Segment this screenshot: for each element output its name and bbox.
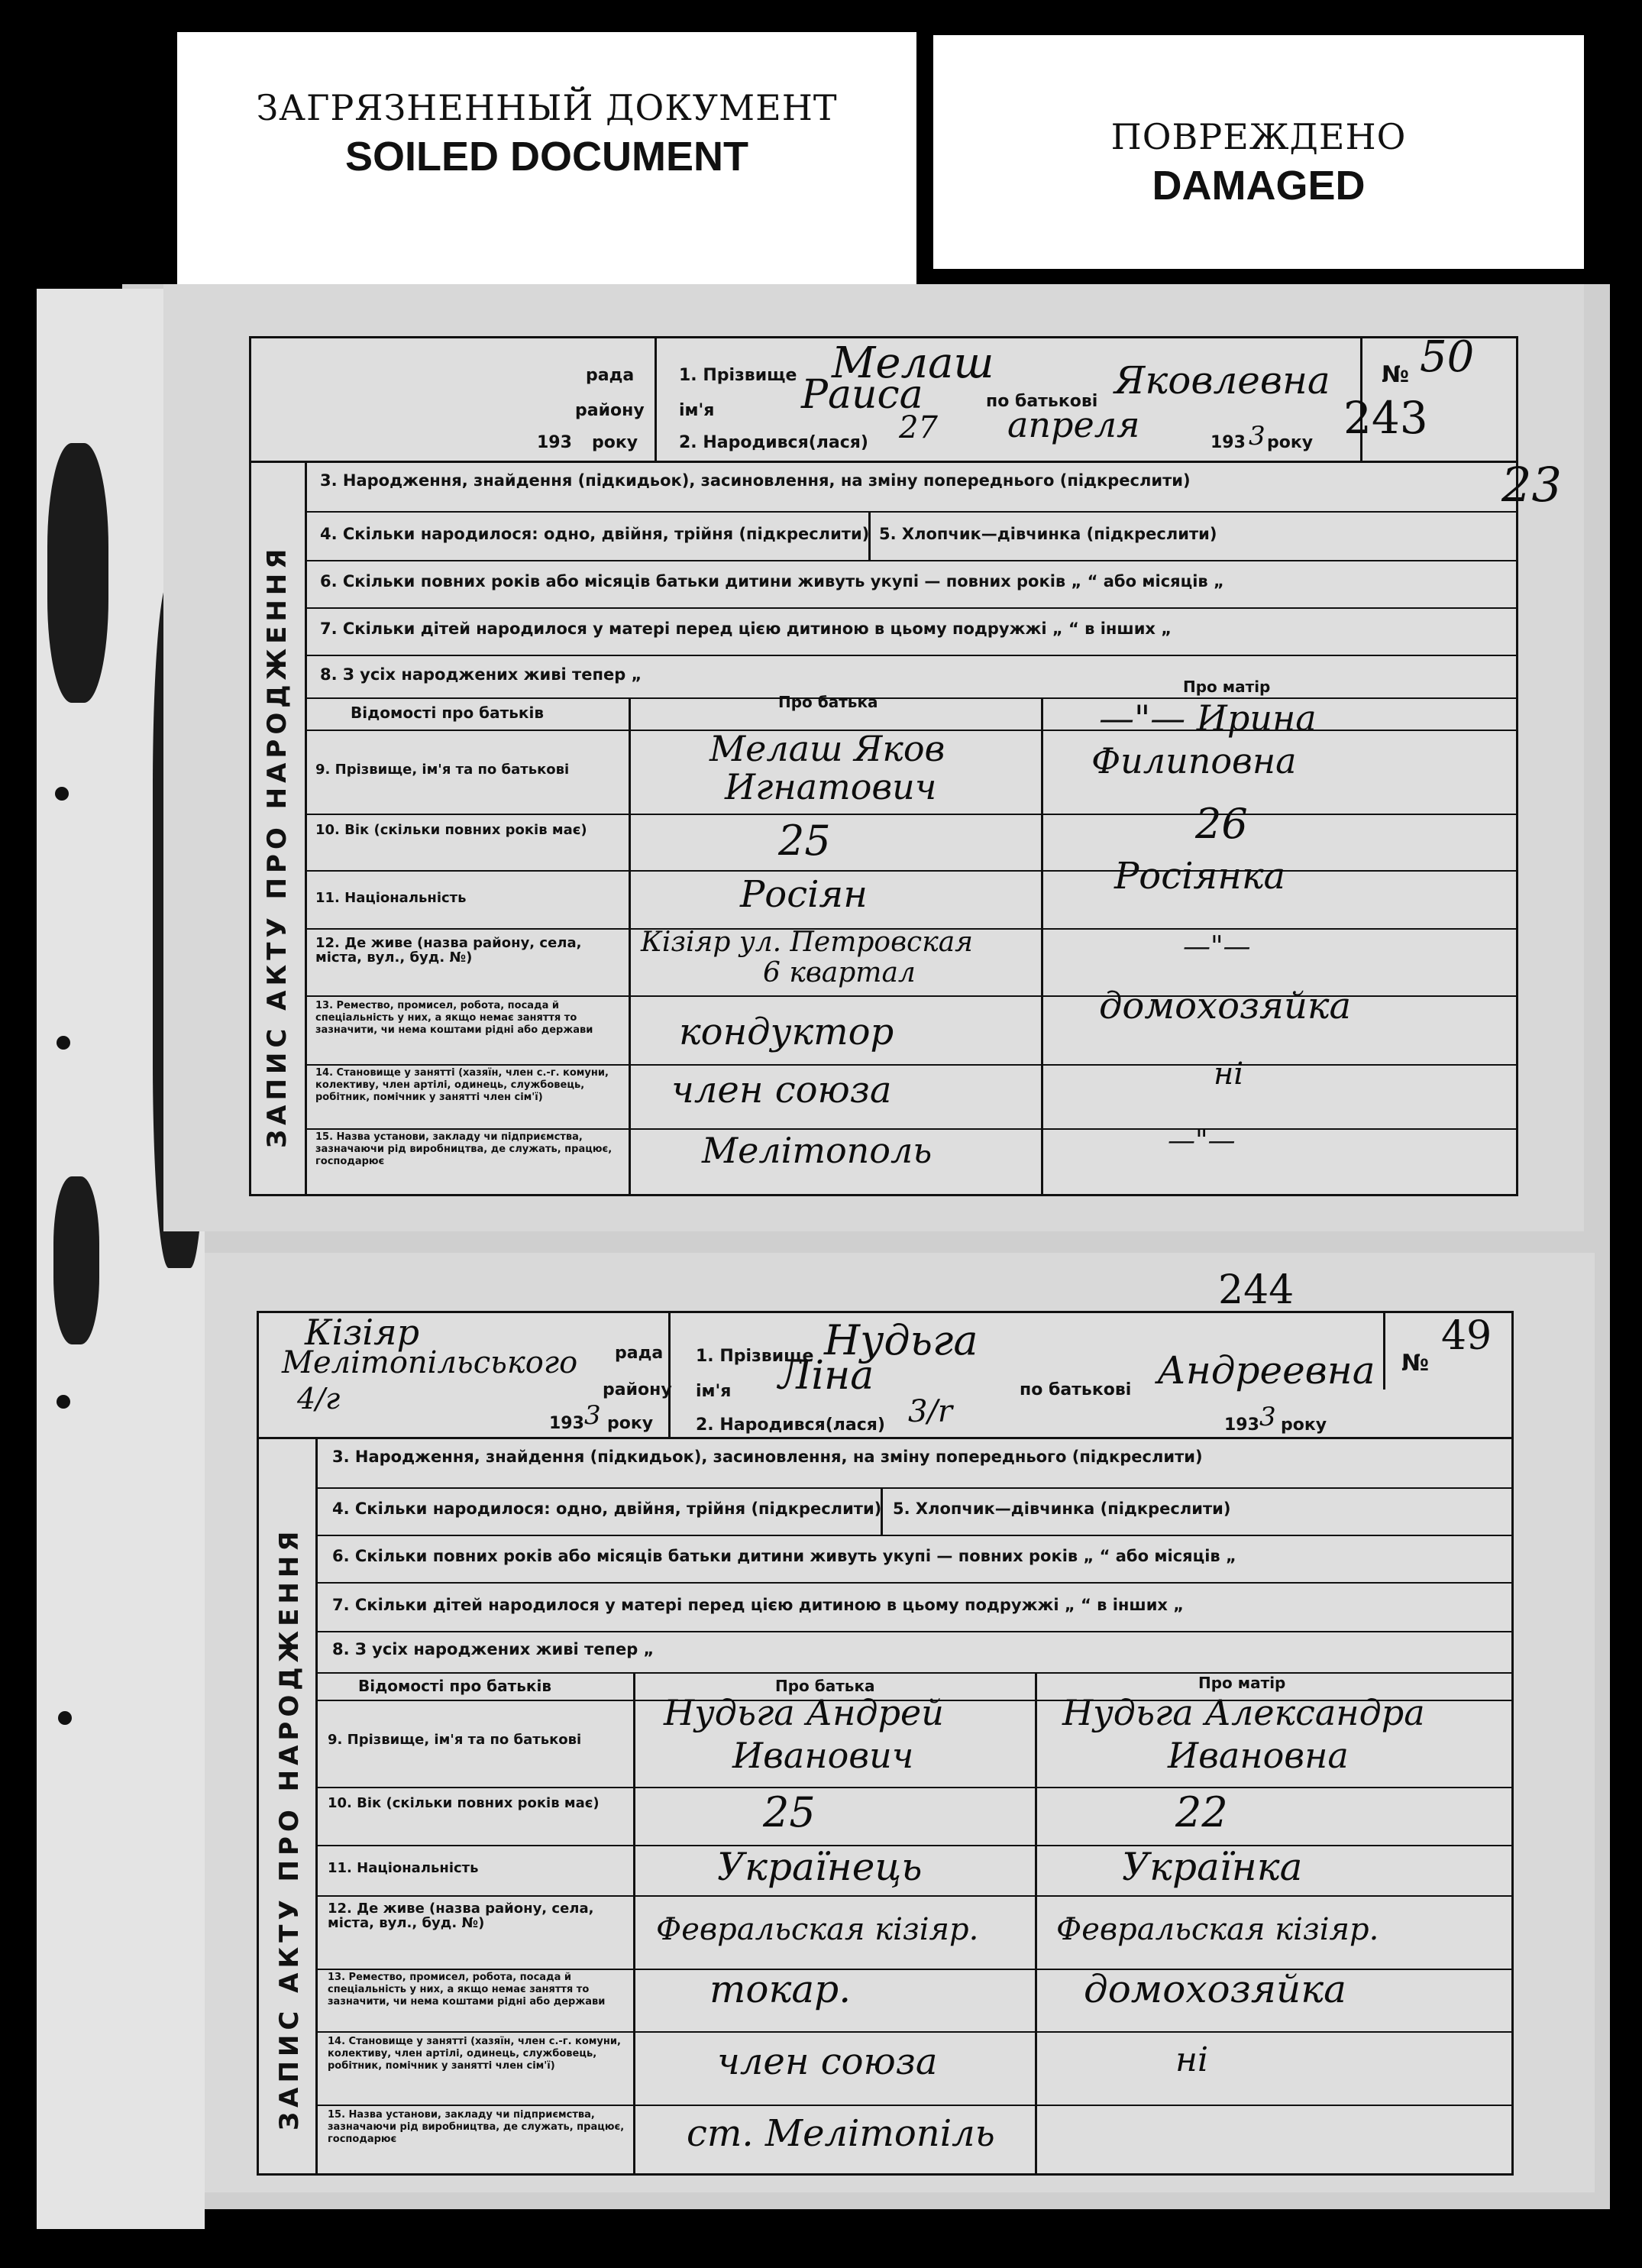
table-head-mother: Про матір: [1198, 1674, 1286, 1692]
mother-status: ні: [1214, 1056, 1244, 1092]
date-day-value: 4/г: [297, 1382, 341, 1415]
row-6: 6. Скільки повних років або місяців батьки дитини живуть укупі — повних років „ “ або місяців „: [332, 1547, 1236, 1565]
rada-label: рада: [586, 366, 635, 385]
vertical-title: ЗАПИС АКТУ ПРО НАРОДЖЕННЯ: [262, 544, 293, 1148]
row-9-label: 9. Прізвище, ім'я та по батькові: [315, 762, 570, 778]
row-6: 6. Скільки повних років або місяців батьки дитини живуть укупі — повних років „ “ або місяців „: [320, 572, 1224, 590]
name-label: ім'я: [679, 401, 715, 420]
patronymic-value: Яковлевна: [1114, 358, 1330, 403]
surname-value: Мелаш: [832, 338, 994, 388]
record-number-label: №: [1401, 1350, 1430, 1377]
row-14-label: 14. Становище у занятті (хазяїн, член с.-г. комуни, колективу, член артілі, одинець, службовець, робітник, помічник у занятті член сім'ї): [315, 1067, 609, 1103]
date-year-value: 3: [584, 1400, 601, 1431]
row-7: 7. Скільки дітей народилося у матері перед цією дитиною в цьому подружжі „ “ в інших „: [320, 620, 1172, 638]
father-name-line-1: Нудьга Андрей: [664, 1692, 944, 1733]
record-number-value: 50: [1420, 332, 1475, 382]
punch-hole: [57, 1395, 70, 1409]
village-value: Кізіяр: [305, 1312, 420, 1353]
mother-name-line-2: Ивановна: [1168, 1735, 1349, 1776]
row-11-label: 11. Національність: [328, 1860, 479, 1876]
row-8: 8. З усіх народжених живі тепер „: [320, 665, 642, 684]
row-14-label: 14. Становище у занятті (хазяїн, член с.-г. комуни, колективу, член артілі, одинець, службовець, робітник, помічник у занятті член сім'ї): [328, 2036, 621, 2072]
row-4: 4. Скільки народилося: одно, двійня, трійня (підкреслити): [320, 525, 870, 543]
rada-label: рада: [615, 1344, 664, 1363]
rayonu-label: району: [575, 401, 645, 420]
stain: [53, 1176, 99, 1344]
table-head-info: Відомості про батьків: [358, 1677, 551, 1695]
row-12-label: 12. Де живе (назва району, села, міста, вул., буд. №): [328, 1901, 594, 1931]
row-10-label: 10. Вік (скільки повних років має): [315, 822, 587, 838]
name-value: Ліна: [778, 1353, 874, 1399]
surname-value: Нудьга: [824, 1316, 978, 1364]
record-number-value: 49: [1441, 1313, 1492, 1359]
born-year-value: 3: [1249, 421, 1265, 451]
mother-age: 26: [1195, 800, 1248, 848]
born-roku-label: року: [1267, 433, 1314, 452]
born-label: 2. Народився(лася): [696, 1415, 885, 1435]
name-label: ім'я: [696, 1382, 732, 1401]
birth-record-form-2: [257, 1267, 1514, 2176]
row-12-label: 12. Де живе (назва району, села, міста, вул., буд. №): [315, 935, 582, 966]
date-roku-label: року: [592, 433, 638, 452]
patronymic-label: по батькові: [1020, 1380, 1132, 1399]
row-3: 3. Народження, знайдення (підкидьок), засиновлення, на зміну попереднього (підкреслити): [332, 1448, 1203, 1466]
row-5: 5. Хлопчик—дівчинка (підкреслити): [893, 1500, 1231, 1518]
born-year-label: 193: [1210, 433, 1246, 452]
father-address: Февральская кізіяр.: [656, 1912, 979, 1947]
father-name-line-2: Игнатович: [725, 766, 937, 807]
mother-address: Февральская кізіяр.: [1056, 1912, 1379, 1947]
soiled-document-label: [177, 32, 916, 284]
rayonu-label: району: [603, 1380, 672, 1399]
father-occupation: кондуктор: [679, 1011, 894, 1053]
punch-hole: [57, 1036, 70, 1050]
register-number-value: 243: [1343, 392, 1428, 444]
mother-name-line-1: Нудьга Александра: [1062, 1692, 1425, 1733]
surname-label: 1. Прізвище: [696, 1347, 814, 1366]
table-head-father: Про батька: [778, 693, 878, 711]
mother-workplace: —"—: [1168, 1125, 1236, 1157]
table-head-father: Про батька: [775, 1677, 875, 1695]
register-number-value: 244: [1218, 1267, 1295, 1313]
row-8: 8. З усіх народжених живі тепер „: [332, 1640, 655, 1658]
soiled-label-en: SOILED DOCUMENT: [344, 134, 748, 180]
row-5: 5. Хлопчик—дівчинка (підкреслити): [879, 525, 1217, 543]
soiled-label-ru: ЗАГРЯЗНЕННЫЙ ДОКУМЕНТ: [256, 87, 838, 128]
father-address-line-1: Кізіяр ул. Петровская: [641, 927, 974, 958]
patronymic-label: по батькові: [986, 392, 1098, 411]
father-workplace: Мелітополь: [702, 1130, 933, 1171]
form-header: [251, 332, 1516, 463]
row-7: 7. Скільки дітей народилося у матері перед цією дитиною в цьому подружжі „ “ в інших „: [332, 1596, 1185, 1614]
district-value: Мелітопільського: [282, 1345, 578, 1380]
row-11-label: 11. Національність: [315, 890, 467, 906]
row-10-label: 10. Вік (скільки повних років має): [328, 1795, 600, 1811]
mother-address: —"—: [1183, 931, 1251, 963]
father-workplace: ст. Мелітопіль: [687, 2112, 995, 2155]
father-age: 25: [763, 1788, 816, 1836]
father-address-line-2: 6 квартал: [763, 957, 916, 988]
name-value: Раиса: [801, 372, 923, 418]
mother-name-line-1: —"— Ирина: [1099, 697, 1317, 739]
birth-record-form-1: [249, 332, 1518, 1196]
surname-label: 1. Прізвище: [679, 366, 797, 385]
father-status: член союза: [717, 2040, 938, 2083]
margin-note: 23: [1501, 457, 1562, 513]
damaged-document-label: [933, 35, 1584, 269]
born-day-value: 27: [899, 410, 938, 445]
mother-nationality: Українка: [1122, 1845, 1303, 1889]
father-status: член союза: [671, 1069, 892, 1111]
born-roku-label: року: [1281, 1415, 1327, 1435]
date-year-prefix: 193: [549, 1414, 584, 1433]
father-name-line-1: Мелаш Яков: [709, 728, 945, 769]
row-15-label: 15. Назва установи, закладу чи підприємства, зазначаючи рід виробництва, де служать, працює, господарює: [328, 2109, 625, 2145]
born-year-value: 3: [1259, 1402, 1276, 1432]
form-header: [259, 1313, 1511, 1439]
table-head-mother: Про матір: [1183, 678, 1271, 696]
father-nationality: Українець: [717, 1845, 923, 1889]
mother-occupation: домохозяйка: [1099, 985, 1352, 1027]
mother-age: 22: [1175, 1788, 1228, 1836]
father-nationality: Росіян: [740, 873, 868, 916]
row-15-label: 15. Назва установи, закладу чи підприємства, зазначаючи рід виробництва, де служать, працює, господарює: [315, 1131, 613, 1167]
row-3: 3. Народження, знайдення (підкидьок), засиновлення, на зміну попереднього (підкреслити): [320, 471, 1191, 490]
born-label: 2. Народився(лася): [679, 433, 868, 452]
damaged-label-ru: ПОВРЕЖДЕНО: [1110, 116, 1407, 157]
punch-hole: [58, 1711, 72, 1725]
damaged-label-en: DAMAGED: [1152, 163, 1366, 209]
father-name-line-2: Иванович: [732, 1735, 914, 1776]
date-year-prefix: 193: [537, 433, 572, 452]
mother-name-line-2: Филиповна: [1091, 740, 1297, 781]
born-day-value: 3/r: [908, 1394, 953, 1429]
born-year-label: 193: [1224, 1415, 1259, 1435]
mother-occupation: домохозяйка: [1084, 1967, 1346, 2011]
date-roku-label: року: [607, 1414, 654, 1433]
vertical-title: ЗАПИС АКТУ ПРО НАРОДЖЕННЯ: [274, 1526, 305, 2130]
patronymic-value: Андреевна: [1157, 1348, 1375, 1393]
row-9-label: 9. Прізвище, ім'я та по батькові: [328, 1732, 582, 1748]
father-age: 25: [778, 817, 831, 865]
table-head-info: Відомості про батьків: [351, 704, 544, 722]
mother-status: ні: [1175, 2040, 1209, 2079]
stain: [47, 443, 108, 703]
born-month-value: апреля: [1007, 404, 1140, 445]
mother-nationality: Росіянка: [1114, 855, 1286, 898]
row-4: 4. Скільки народилося: одно, двійня, трійня (підкреслити): [332, 1500, 882, 1518]
record-number-label: №: [1382, 361, 1410, 388]
punch-hole: [55, 787, 69, 801]
row-13-label: 13. Ремество, промисел, робота, посада й спеціальність у них, а якщо немає заняття то зазначити, чи нема коштами рідні або держави: [315, 1000, 593, 1036]
row-13-label: 13. Ремество, промисел, робота, посада й спеціальність у них, а якщо немає заняття то зазначити, чи нема коштами рідні або держави: [328, 1972, 606, 2008]
father-occupation: токар.: [709, 1967, 852, 2011]
